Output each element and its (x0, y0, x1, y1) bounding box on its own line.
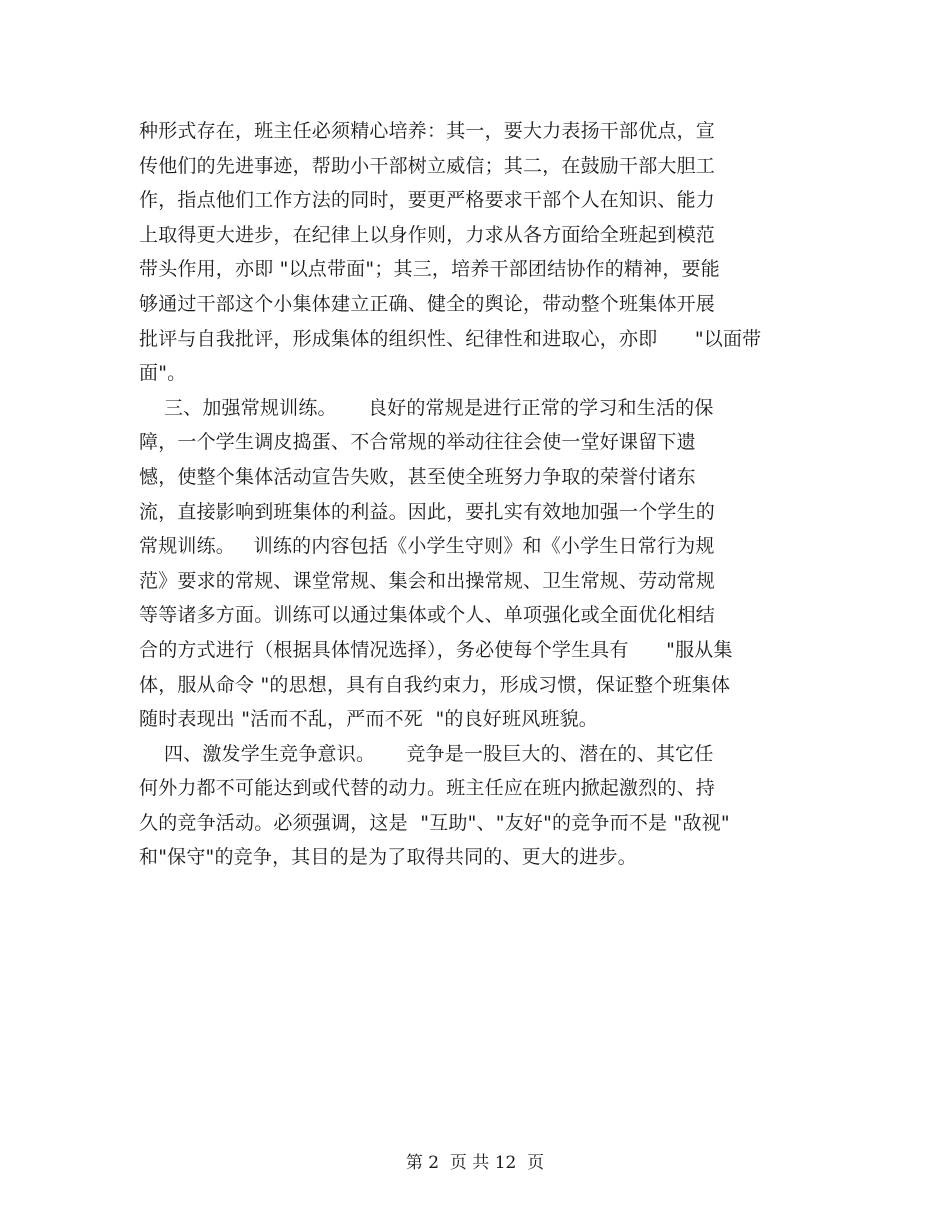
text-line: 够通过干部这个小集体建立正确、健全的舆论，带动整个班集体开展 (139, 292, 716, 315)
text-line: 流，直接影响到班集体的利益。因此，要扎实有效地加强一个学生的 (139, 500, 716, 523)
text-line: 批评与自我批评，形成集体的组织性、纪律性和进取心，亦即 "以面带 (139, 327, 762, 350)
text-line: 何外力都不可能达到或代替的动力。班主任应在班内掀起激烈的、持 (139, 777, 716, 800)
text-line: 种形式存在，班主任必须精心培养：其一，要大力表扬干部优点，宣 (139, 120, 716, 142)
text-line: 上取得更大进步，在纪律上以身作则，力求从各方面给全班起到模范 (139, 223, 716, 246)
text-line: 体，服从命令 "的思想，具有自我约束力，形成习惯，保证整个班集体 (139, 673, 731, 696)
text-line: 久的竞争活动。必须强调，这是 "互助"、"友好"的竞争而不是 "敌视" (139, 811, 730, 834)
text-line: 范》要求的常规、课堂常规、集会和出操常规、卫生常规、劳动常规 (139, 569, 716, 592)
text-line: 面"。 (139, 362, 187, 385)
text-line: 传他们的先进事迹，帮助小干部树立威信；其二，在鼓励干部大胆工 (139, 154, 716, 177)
page-number-footer: 第 2 页 共 12 页 (405, 1153, 545, 1173)
text-line: 作，指点他们工作方法的同时，要更严格要求干部个人在知识、能力 (139, 189, 716, 212)
text-line: 随时表现出 "活而不乱，严而不死 "的良好班风班貌。 (139, 708, 598, 731)
text-line: 合的方式进行（根据具体情况选择），务必使每个学生具有 "服从集 (139, 638, 733, 661)
body-text (139, 114, 819, 875)
text-line: 憾，使整个集体活动宣告失败，甚至使全班努力争取的荣誉付诸东 (139, 465, 696, 488)
text-line: 障，一个学生调皮捣蛋、不合常规的举动往往会使一堂好课留下遗 (139, 431, 696, 454)
text-line: 和"保守"的竞争，其目的是为了取得共同的、更大的进步。 (139, 846, 637, 869)
section-heading-line: 三、加强常规训练。 良好的常规是进行正常的学习和生活的保 (139, 396, 714, 419)
text-line: 常规训练。 训练的内容包括《小学生守则》和《小学生日常行为规 (139, 535, 715, 558)
text-line: 带头作用，亦即 "以点带面"；其三，培养干部团结协作的精神，要能 (139, 258, 720, 281)
text-line: 等等诸多方面。训练可以通过集体或个人、单项强化或全面优化相结 (139, 604, 716, 627)
section-heading-line: 四、激发学生竞争意识。 竞争是一股巨大的、潜在的、其它任 (139, 742, 714, 765)
